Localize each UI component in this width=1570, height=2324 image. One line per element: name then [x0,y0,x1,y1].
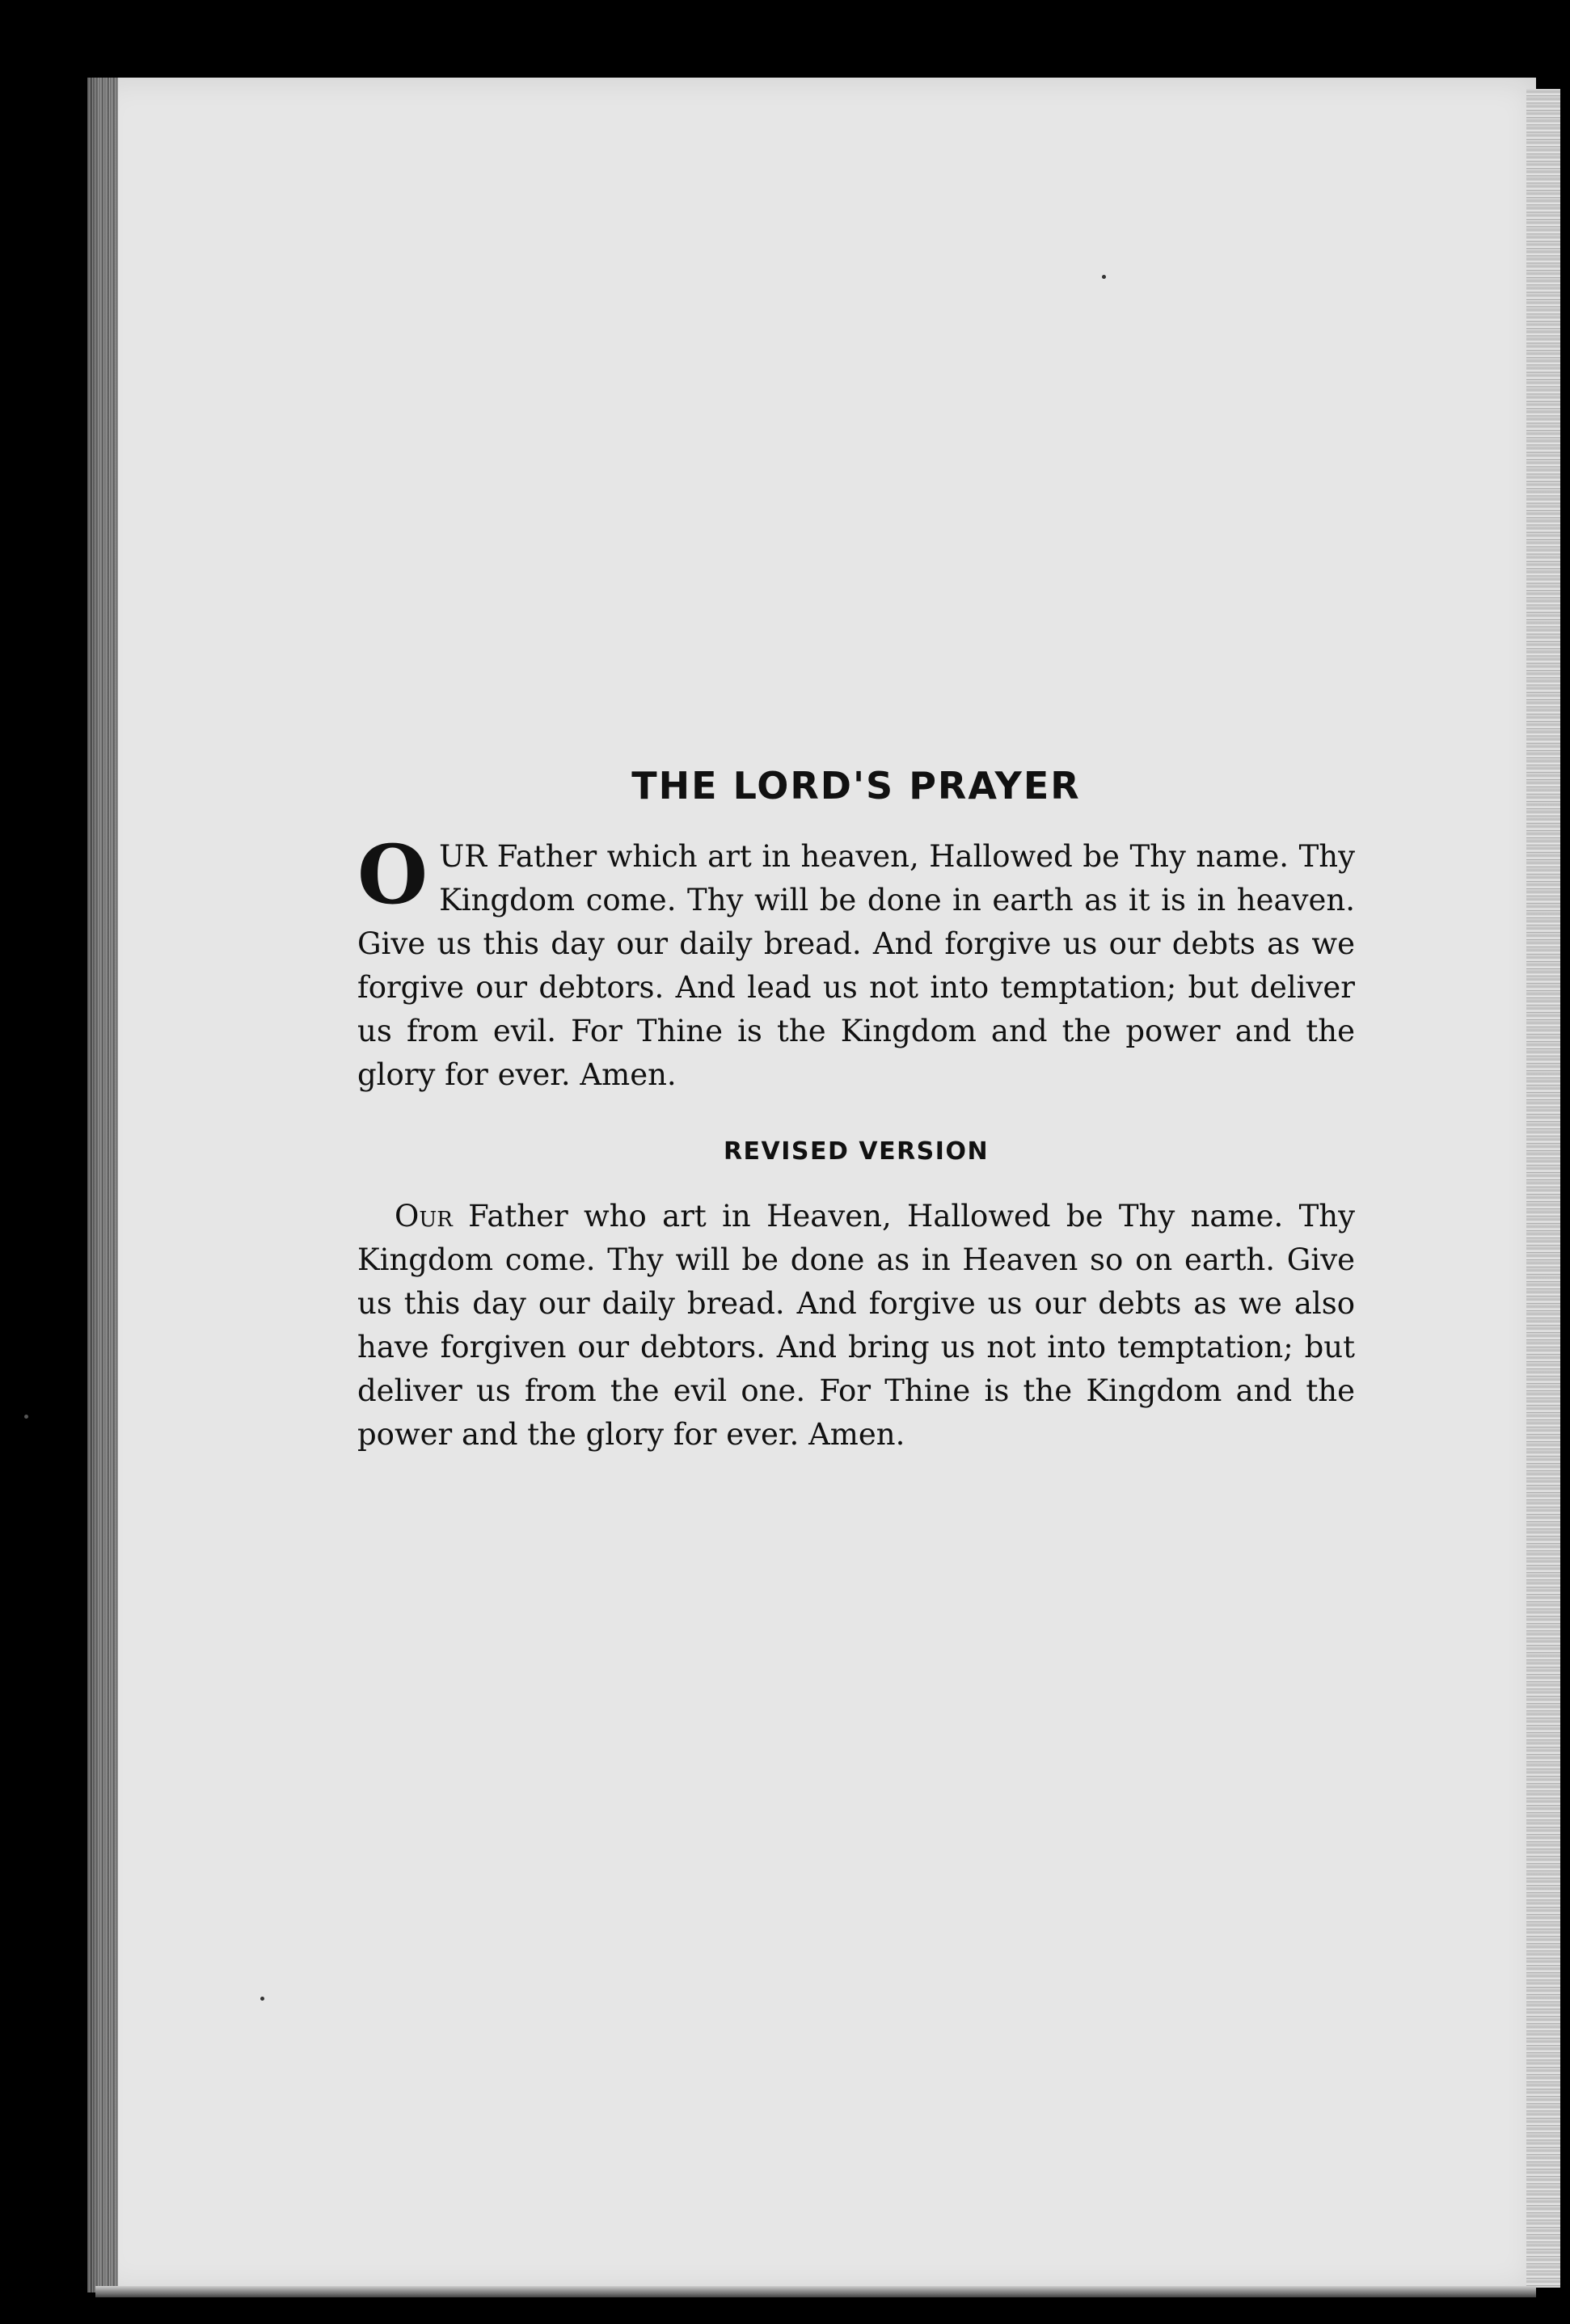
text-block [357,764,1355,1457]
opening-caps: UR [439,839,487,874]
opening-word: Our [395,1199,453,1234]
prayer-text: Father which art in heaven, Hallowed be Thy name. Thy Kingdom come. Thy will be done in earth as it is in heaven. Give us this day our daily bread. And forgive us our debts as we forgive our debtors. And lead us not into temptation; but deliver us from evil. For Thine is the Kingdom and the power and the glory for ever. Amen. [357,839,1355,1092]
revised-text: Father who art in Heaven, Hallowed be Thy name. Thy Kingdom come. Thy will be done as in Heaven so on earth. Give us this day our daily bread. And forgive us our debts as we also have forgiven our debtors. And bring us not into temptation; but deliver us from the evil one. For Thine is the Kingdom and the power and the glory for ever. Amen. [357,1199,1355,1452]
dust-speck [260,1997,264,2001]
prayer-paragraph [357,827,1355,1097]
dust-speck [1102,275,1106,279]
revised-paragraph [357,1195,1355,1457]
page-title: THE LORD'S PRAYER [631,764,1081,808]
section-heading: REVISED VERSION [723,1137,990,1166]
page-edge-bottom [95,2286,1536,2297]
drop-cap: O [357,827,428,922]
binding-edge [87,78,118,2292]
page-edge-right [1526,89,1560,2288]
dust-speck [24,1415,28,1419]
